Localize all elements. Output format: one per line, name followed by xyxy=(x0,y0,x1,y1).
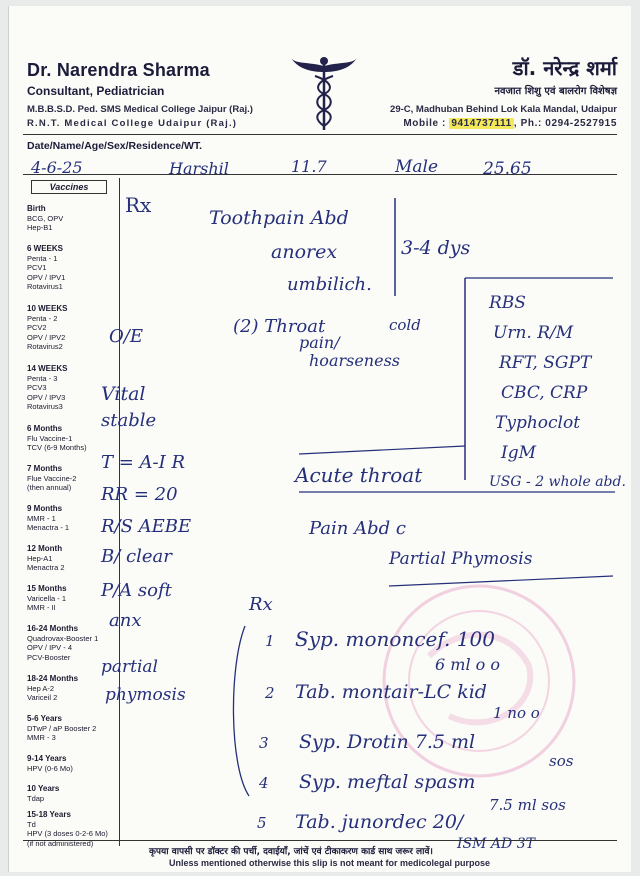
vaccine-item: PCV1 xyxy=(27,263,47,272)
clinic-address: 29-C, Madhuban Behind Lok Kala Mandal, Udaipur xyxy=(390,104,617,115)
med-number: 3 xyxy=(259,734,269,752)
vaccine-age: 18-24 Months xyxy=(27,674,79,683)
vaccine-item: Td xyxy=(27,819,36,829)
contact-line: Mobile : 9414737111 , Ph.: 0294-2527915 xyxy=(403,118,617,129)
vaccine-item: Tdap xyxy=(27,793,45,803)
hw-diagnosis: Pain Abd c xyxy=(309,518,406,539)
vaccine-item: OPV / IPV3 xyxy=(27,392,66,402)
vaccine-age: 7 Months xyxy=(27,464,63,473)
vaccine-item: Flue Vaccine-2 xyxy=(27,473,77,483)
hw-complaint: cold xyxy=(389,316,421,334)
hw-diagnosis: Partial Phymosis xyxy=(389,549,533,569)
rx-label: Rx xyxy=(249,594,273,615)
rx-symbol: Rx xyxy=(125,193,152,217)
vaccine-item: HPV (3 doses 0-2-6 Mo) xyxy=(27,829,108,838)
vaccine-item: MMR - II xyxy=(27,603,56,612)
med-name: Tab. junordec 20/ xyxy=(295,811,464,833)
vaccine-item: PCV2 xyxy=(27,323,47,332)
med-name: Syp. mononcef. 100 xyxy=(295,627,495,651)
handwritten-notes xyxy=(9,6,631,872)
vaccine-item: PCV3 xyxy=(27,383,47,392)
vaccine-item: HPV (0-6 Mo) xyxy=(27,763,73,773)
vaccine-age: 14 WEEKS xyxy=(27,364,68,373)
vaccine-item: Flu Vaccine-1 xyxy=(27,433,73,443)
vaccine-age: 15 Months xyxy=(27,584,67,593)
hw-investigation: Typhoclot xyxy=(495,413,581,433)
hw-name: Harshil xyxy=(169,159,229,178)
doctor-name: Dr. Narendra Sharma xyxy=(27,60,210,80)
hw-investigation: CBC, CRP xyxy=(501,383,588,403)
patient-details-header: Date/Name/Age/Sex/Residence/WT. xyxy=(27,140,203,152)
vaccine-item: Rotavirus1 xyxy=(27,282,63,291)
hw-exam: B/ clear xyxy=(101,546,172,567)
vaccine-age: 12 Month xyxy=(27,544,63,553)
med-name: Tab. montair-LC kid xyxy=(295,681,487,703)
specialty-hindi: नवजात शिशु एवं बालरोग विशेषज्ञ xyxy=(494,86,617,97)
vaccine-item: OPV / IPV2 xyxy=(27,332,66,342)
vaccine-item: Penta - 3 xyxy=(27,373,58,383)
mobile-number: 9414737111 xyxy=(451,118,512,129)
hw-complaint: pain/ xyxy=(299,333,340,352)
hw-investigation: RFT, SGPT xyxy=(499,353,592,373)
mobile-label: Mobile : xyxy=(403,118,446,129)
hw-investigation: Urn. R/M xyxy=(493,323,574,343)
hw-investigation: RBS xyxy=(489,293,526,313)
doctor-designation: Consultant, Pediatrician xyxy=(27,84,165,98)
vaccine-age: 15-18 Years xyxy=(27,810,71,819)
hw-exam: RR = 20 xyxy=(101,484,178,505)
vaccine-age: 16-24 Months xyxy=(27,624,79,633)
footer-rule xyxy=(23,840,617,841)
hw-sex: Male xyxy=(395,157,439,177)
vaccine-item: (if not administered) xyxy=(27,838,94,848)
hw-exam: R/S AEBE xyxy=(101,516,192,537)
med-dose: 1 no o xyxy=(493,704,540,722)
vaccine-item: Hep-B1 xyxy=(27,223,53,232)
vaccine-item: Menactra - 1 xyxy=(27,523,70,532)
prescription-sheet xyxy=(8,6,631,872)
med-dose: 7.5 ml sos xyxy=(489,796,566,814)
vaccine-item: OPV / IPV - 4 xyxy=(27,643,73,652)
vaccine-title: Vaccines xyxy=(31,180,107,194)
vaccine-item: Quadrovax-Booster 1 xyxy=(27,633,99,643)
vaccine-item: Rotavirus2 xyxy=(27,342,63,351)
hw-complaint: Toothpain Abd xyxy=(209,207,349,229)
hw-complaint: (2) Throat xyxy=(233,316,326,337)
vaccine-age: 6 Months xyxy=(27,424,63,433)
vaccine-item: Hep A-2 xyxy=(27,683,55,693)
hw-exam: P/A soft xyxy=(101,580,172,601)
vaccine-item: (then annual) xyxy=(27,483,72,492)
vaccine-item: MMR - 1 xyxy=(27,513,56,523)
vaccine-item: Hep-A1 xyxy=(27,553,53,563)
med-number: 2 xyxy=(265,684,275,702)
hw-complaint: anorex xyxy=(271,241,338,263)
footer-hindi-note: कृपया वापसी पर डॉक्टर की पर्ची, दवाईयाँ, जांचें एवं टीकाकरण कार्ड साथ जरूर लावें। xyxy=(149,847,433,857)
vaccine-item: Rotavirus3 xyxy=(27,402,63,411)
vaccine-item: OPV / IPV1 xyxy=(27,272,66,282)
med-dose: ISM AD 3T xyxy=(457,836,535,852)
hw-exam: partial xyxy=(101,657,158,677)
hw-exam: phymosis xyxy=(105,685,186,705)
phone-number: 0294-2527915 xyxy=(545,118,617,129)
vaccine-item: TCV (6-9 Months) xyxy=(27,443,87,452)
vaccine-item: PCV-Booster xyxy=(27,652,71,662)
hw-complaint: umbilich. xyxy=(287,274,372,295)
phone-label: Ph.: xyxy=(520,118,542,129)
hw-diagnosis: Acute throat xyxy=(295,463,423,487)
hw-investigation: USG - 2 whole abd. xyxy=(489,474,626,490)
doctor-name-hindi: डॉ. नरेन्द्र शर्मा xyxy=(512,56,617,80)
med-dose: sos xyxy=(549,752,574,770)
hw-complaint: 3-4 dys xyxy=(401,237,471,259)
vaccine-item: Penta - 1 xyxy=(27,253,58,263)
med-number: 4 xyxy=(259,774,269,792)
vaccine-age: 9 Months xyxy=(27,504,63,513)
hw-exam: T = A-I R xyxy=(101,452,185,473)
vaccine-item: MMR - 3 xyxy=(27,733,56,742)
hw-weight: 25.65 xyxy=(483,159,532,179)
hw-investigation: IgM xyxy=(501,443,537,463)
vaccine-item: DTwP / aP Booster 2 xyxy=(27,723,97,733)
hw-exam: anx xyxy=(109,610,142,631)
vaccine-item: BCG, OPV xyxy=(27,213,64,223)
med-name: Syp. meftal spasm xyxy=(299,771,476,793)
hw-age: 11.7 xyxy=(291,157,327,176)
vaccine-age: 5-6 Years xyxy=(27,714,62,723)
vaccine-age: 9-14 Years xyxy=(27,754,67,763)
vaccine-item: Variceil 2 xyxy=(27,693,58,702)
hw-complaint: hoarseness xyxy=(309,351,400,370)
vaccine-age: 10 Years xyxy=(27,784,60,793)
qualification-2: R.N.T. Medical College Udaipur (Raj.) xyxy=(27,118,238,129)
hw-exam: O/E xyxy=(109,326,143,347)
hw-exam: Vital xyxy=(101,383,146,405)
vaccine-age: Birth xyxy=(27,204,46,213)
hw-exam: stable xyxy=(101,410,157,431)
vaccine-age: 10 WEEKS xyxy=(27,304,68,313)
med-name: Syp. Drotin 7.5 ml xyxy=(299,731,476,753)
vaccine-item: Varicella - 1 xyxy=(27,593,67,603)
med-number: 1 xyxy=(265,632,275,650)
hw-date: 4-6-25 xyxy=(31,158,83,177)
vaccine-age: 6 WEEKS xyxy=(27,244,64,253)
med-number: 5 xyxy=(257,814,267,832)
med-dose: 6 ml o o xyxy=(435,655,500,674)
qualification-1: M.B.B.S.D. Ped. SMS Medical College Jaipur (Raj.) xyxy=(27,104,253,115)
footer-legal-note: Unless mentioned otherwise this slip is not meant for medicolegal purpose xyxy=(169,858,491,868)
vaccine-item: Penta - 2 xyxy=(27,313,58,323)
vaccine-item: Menactra 2 xyxy=(27,563,65,572)
